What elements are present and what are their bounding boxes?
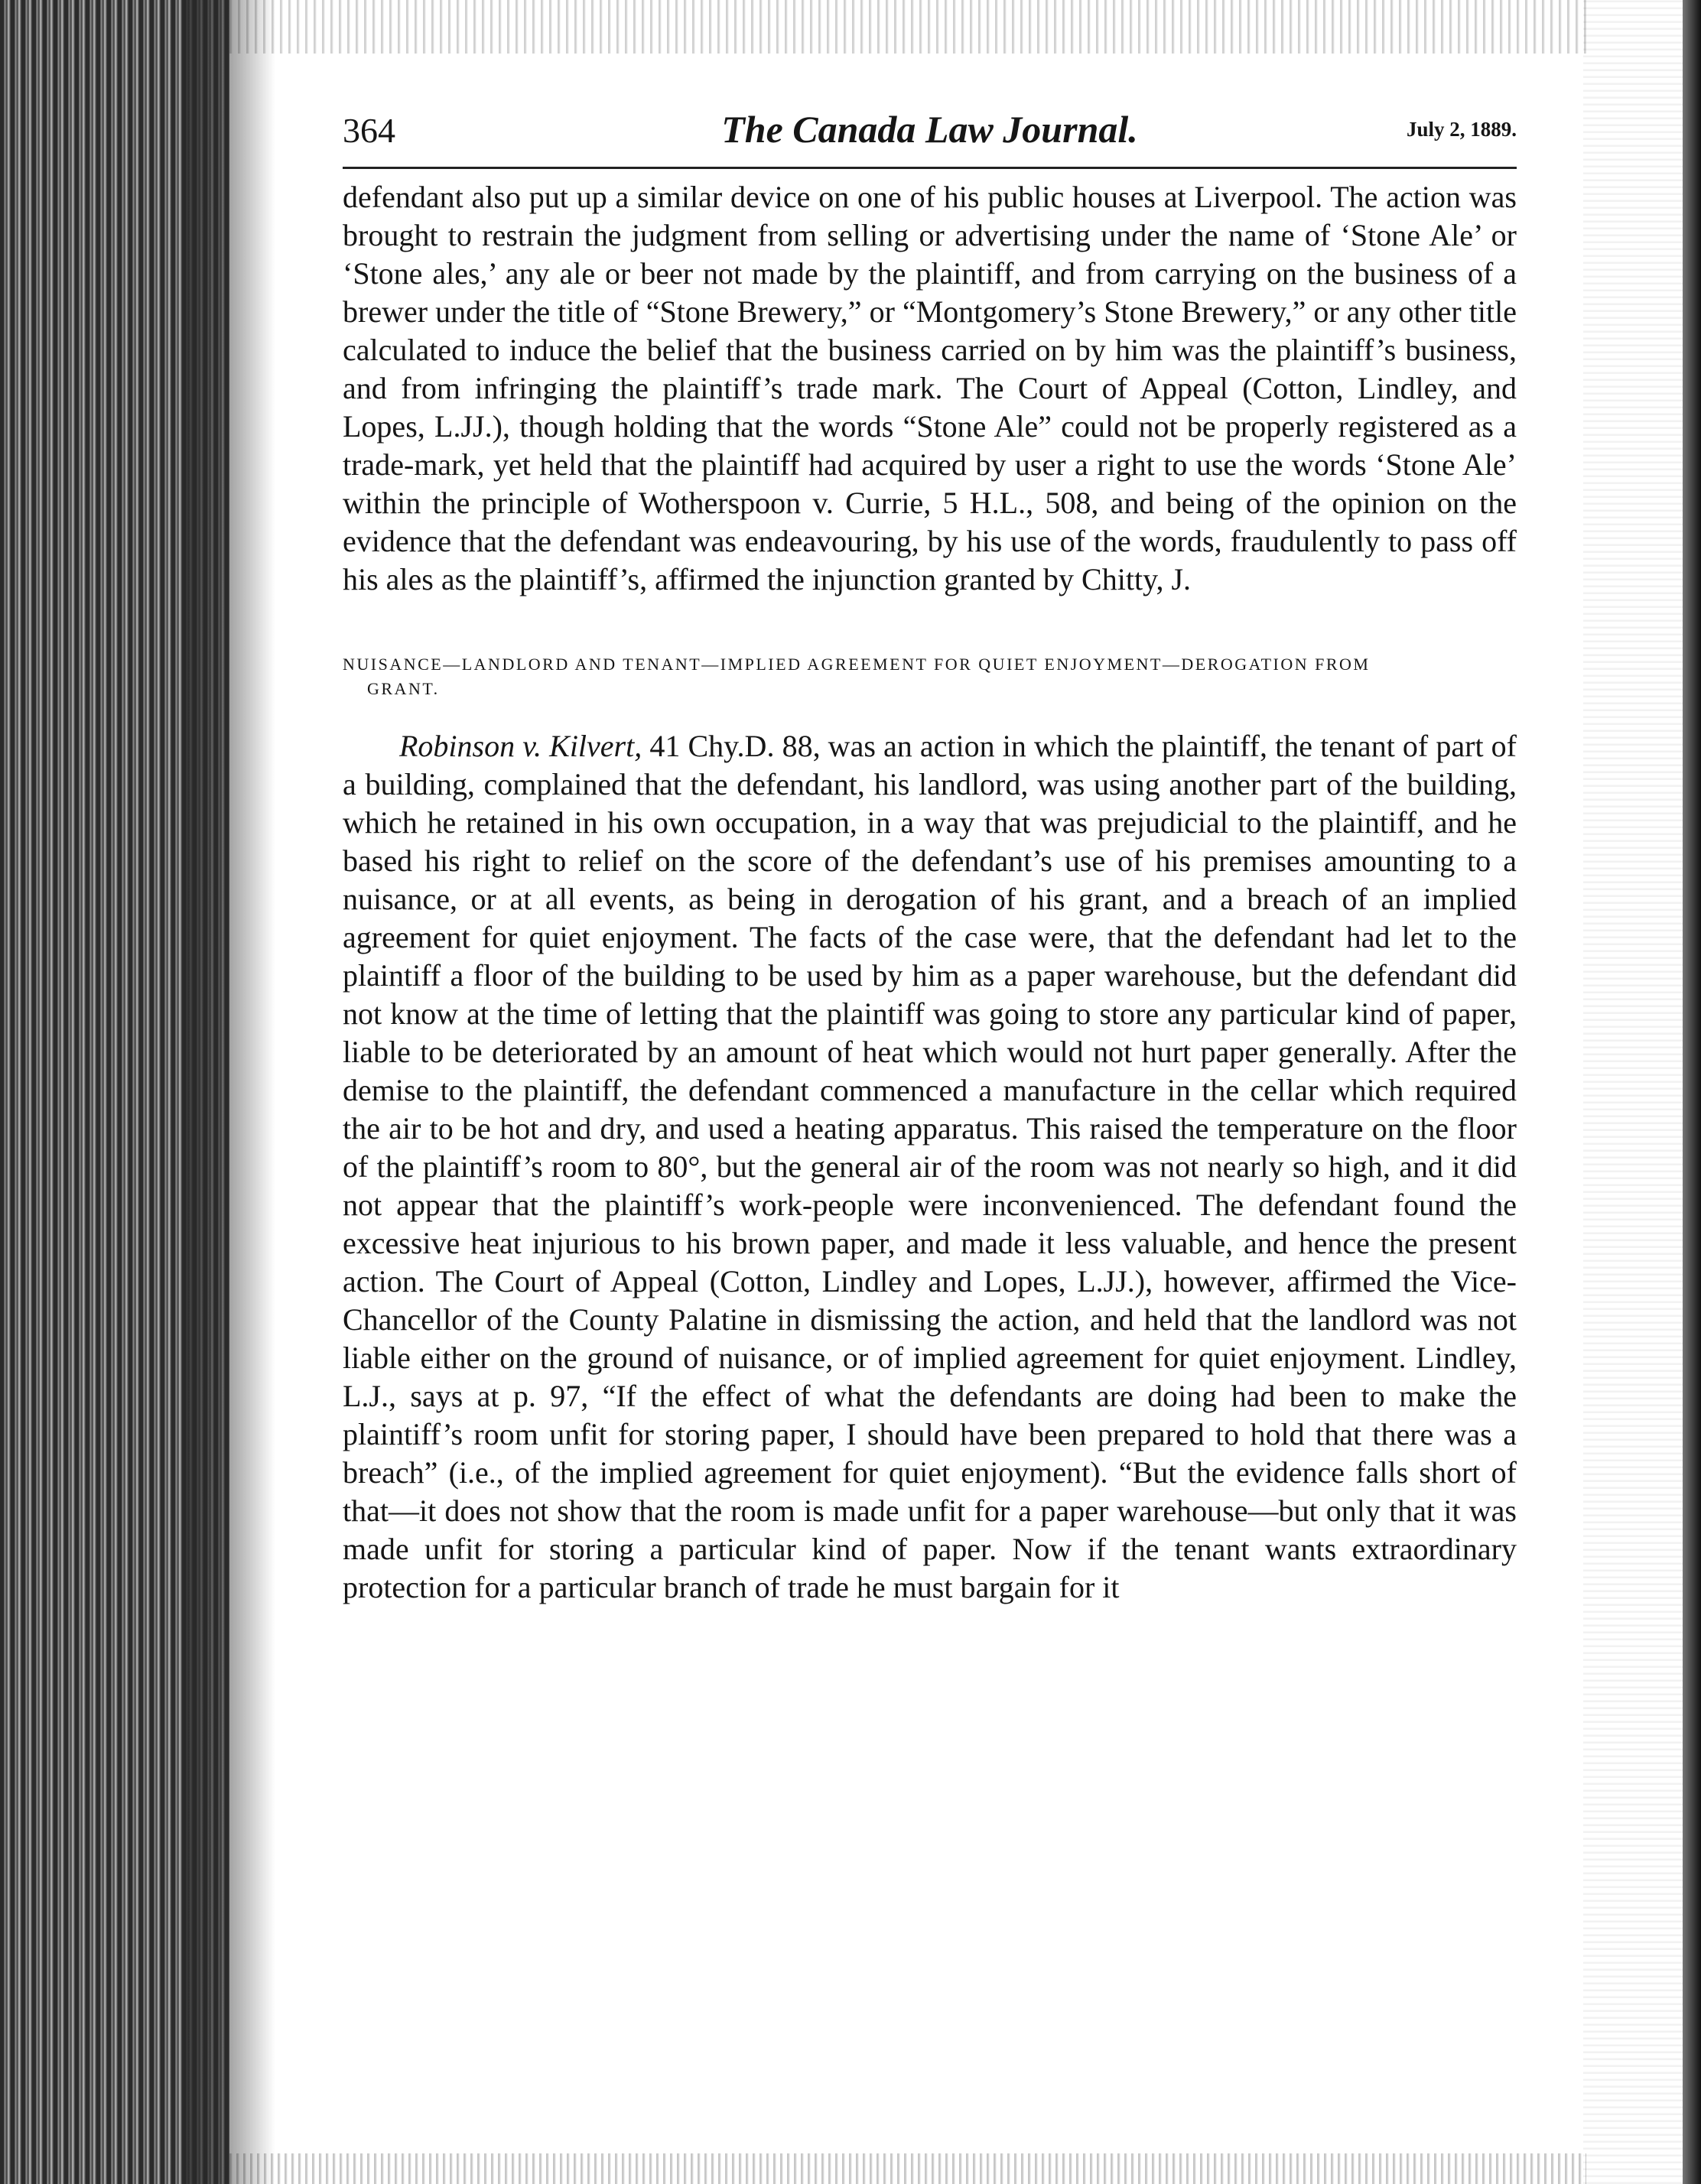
page-edge-right xyxy=(1683,0,1701,2184)
case-paragraph xyxy=(343,727,1517,1607)
binding-gutter-fade xyxy=(184,0,275,2184)
journal-title: The Canada Law Journal. xyxy=(721,108,1138,151)
section-heading-line-1: NUISANCE—LANDLORD AND TENANT—IMPLIED AGREEMENT FOR QUIET ENJOYMENT—DEROGATION FROM xyxy=(343,655,1371,674)
issue-date: July 2, 1889. xyxy=(1406,118,1517,141)
section-heading-line-2: GRANT. xyxy=(367,679,440,698)
case-paragraph-text: 41 Chy.D. 88, was an action in which the plaintiff, the tenant of part of a building, complained that the defendant, his landlord, was using another part of the building, which he retained in his own occupation, in a way that was prejudicial to the plaintiff, and he based his right to relief on the score of the defendant’s use of his premises amounting to a nuisance, or at all events, as being in derogation of his grant, and a breach of an implied agreement for quiet enjoyment. The facts of the case were, that the defendant had let to the plaintiff a floor of the building to be used by him as a paper warehouse, but the defendant did not know at the time of letting that the plaintiff was going to store any particular kind of paper, liable to be deteriorated by an amount of heat which would not hurt paper generally. After the demise to the plaintiff, the defendant commenced a manufacture in the cellar which required the air to be hot and dry, and used a heating apparatus. This raised the temperature on the floor of the plaintiff’s room to 80°, but the general air of the room was not nearly so high, and it did not appear that the plaintiff’s work-people were inconvenienced. The defendant found the excessive heat injurious to his brown paper, and made it less valuable, and hence the present action. The Court of Appeal (Cotton, Lindley and Lopes, L.JJ.), however, affirmed the Vice-Chancellor of the County Palatine in dismissing the action, and held that the landlord was not liable either on the ground of nuisance, or of implied agreement for quiet enjoyment. Lindley, L.J., says at p. 97, “If the effect of what the defendants are doing had been to make the plaintiff’s room unfit for storing paper, I should have been prepared to hold that there was a breach” (i.e., of the implied agreement for quiet enjoyment). “But the evidence falls short of that—it does not show that the room is made unfit for a paper warehouse—but only that it was made unfit for storing a particular kind of paper. Now if the tenant wants extraordinary protection for a particular branch of trade he must bargain for it xyxy=(343,729,1517,1604)
page-number: 364 xyxy=(343,111,395,150)
case-name: Robinson v. Kilvert, xyxy=(399,729,642,763)
journal-page xyxy=(343,107,1517,1607)
scan-noise-right xyxy=(1583,0,1683,2184)
continuation-paragraph: defendant also put up a similar device on one of his public houses at Liverpool. The action was brought to restrain the judgment from selling or advertising under the name of ‘Stone Ale’ or ‘Stone ales,’ any ale or beer not made by the plaintiff, and from carrying on the business of a brewer under the title of “Stone Brewery,” or “Montgomery’s Stone Brewery,” or any other title calculated to induce the belief that the business carried on by him was the plaintiff’s business, and from infringing the plaintiff’s trade mark. The Court of Appeal (Cotton, Lindley, and Lopes, L.JJ.), though holding that the words “Stone Ale” could not be properly registered as a trade-mark, yet held that the plaintiff had acquired by user a right to use the words ‘Stone Ale’ within the principle of Wotherspoon v. Currie, 5 H.L., 508, and being of the opinion on the evidence that the defendant was endeavouring, by his use of the words, fraudulently to pass off his ales as the plaintiff’s, affirmed the injunction granted by Chitty, J. xyxy=(343,180,1517,596)
running-head xyxy=(343,107,1517,161)
header-rule xyxy=(343,167,1517,169)
scan-noise-bottom xyxy=(229,2153,1586,2184)
section-heading xyxy=(343,652,1517,701)
scan-noise-top xyxy=(229,0,1586,54)
